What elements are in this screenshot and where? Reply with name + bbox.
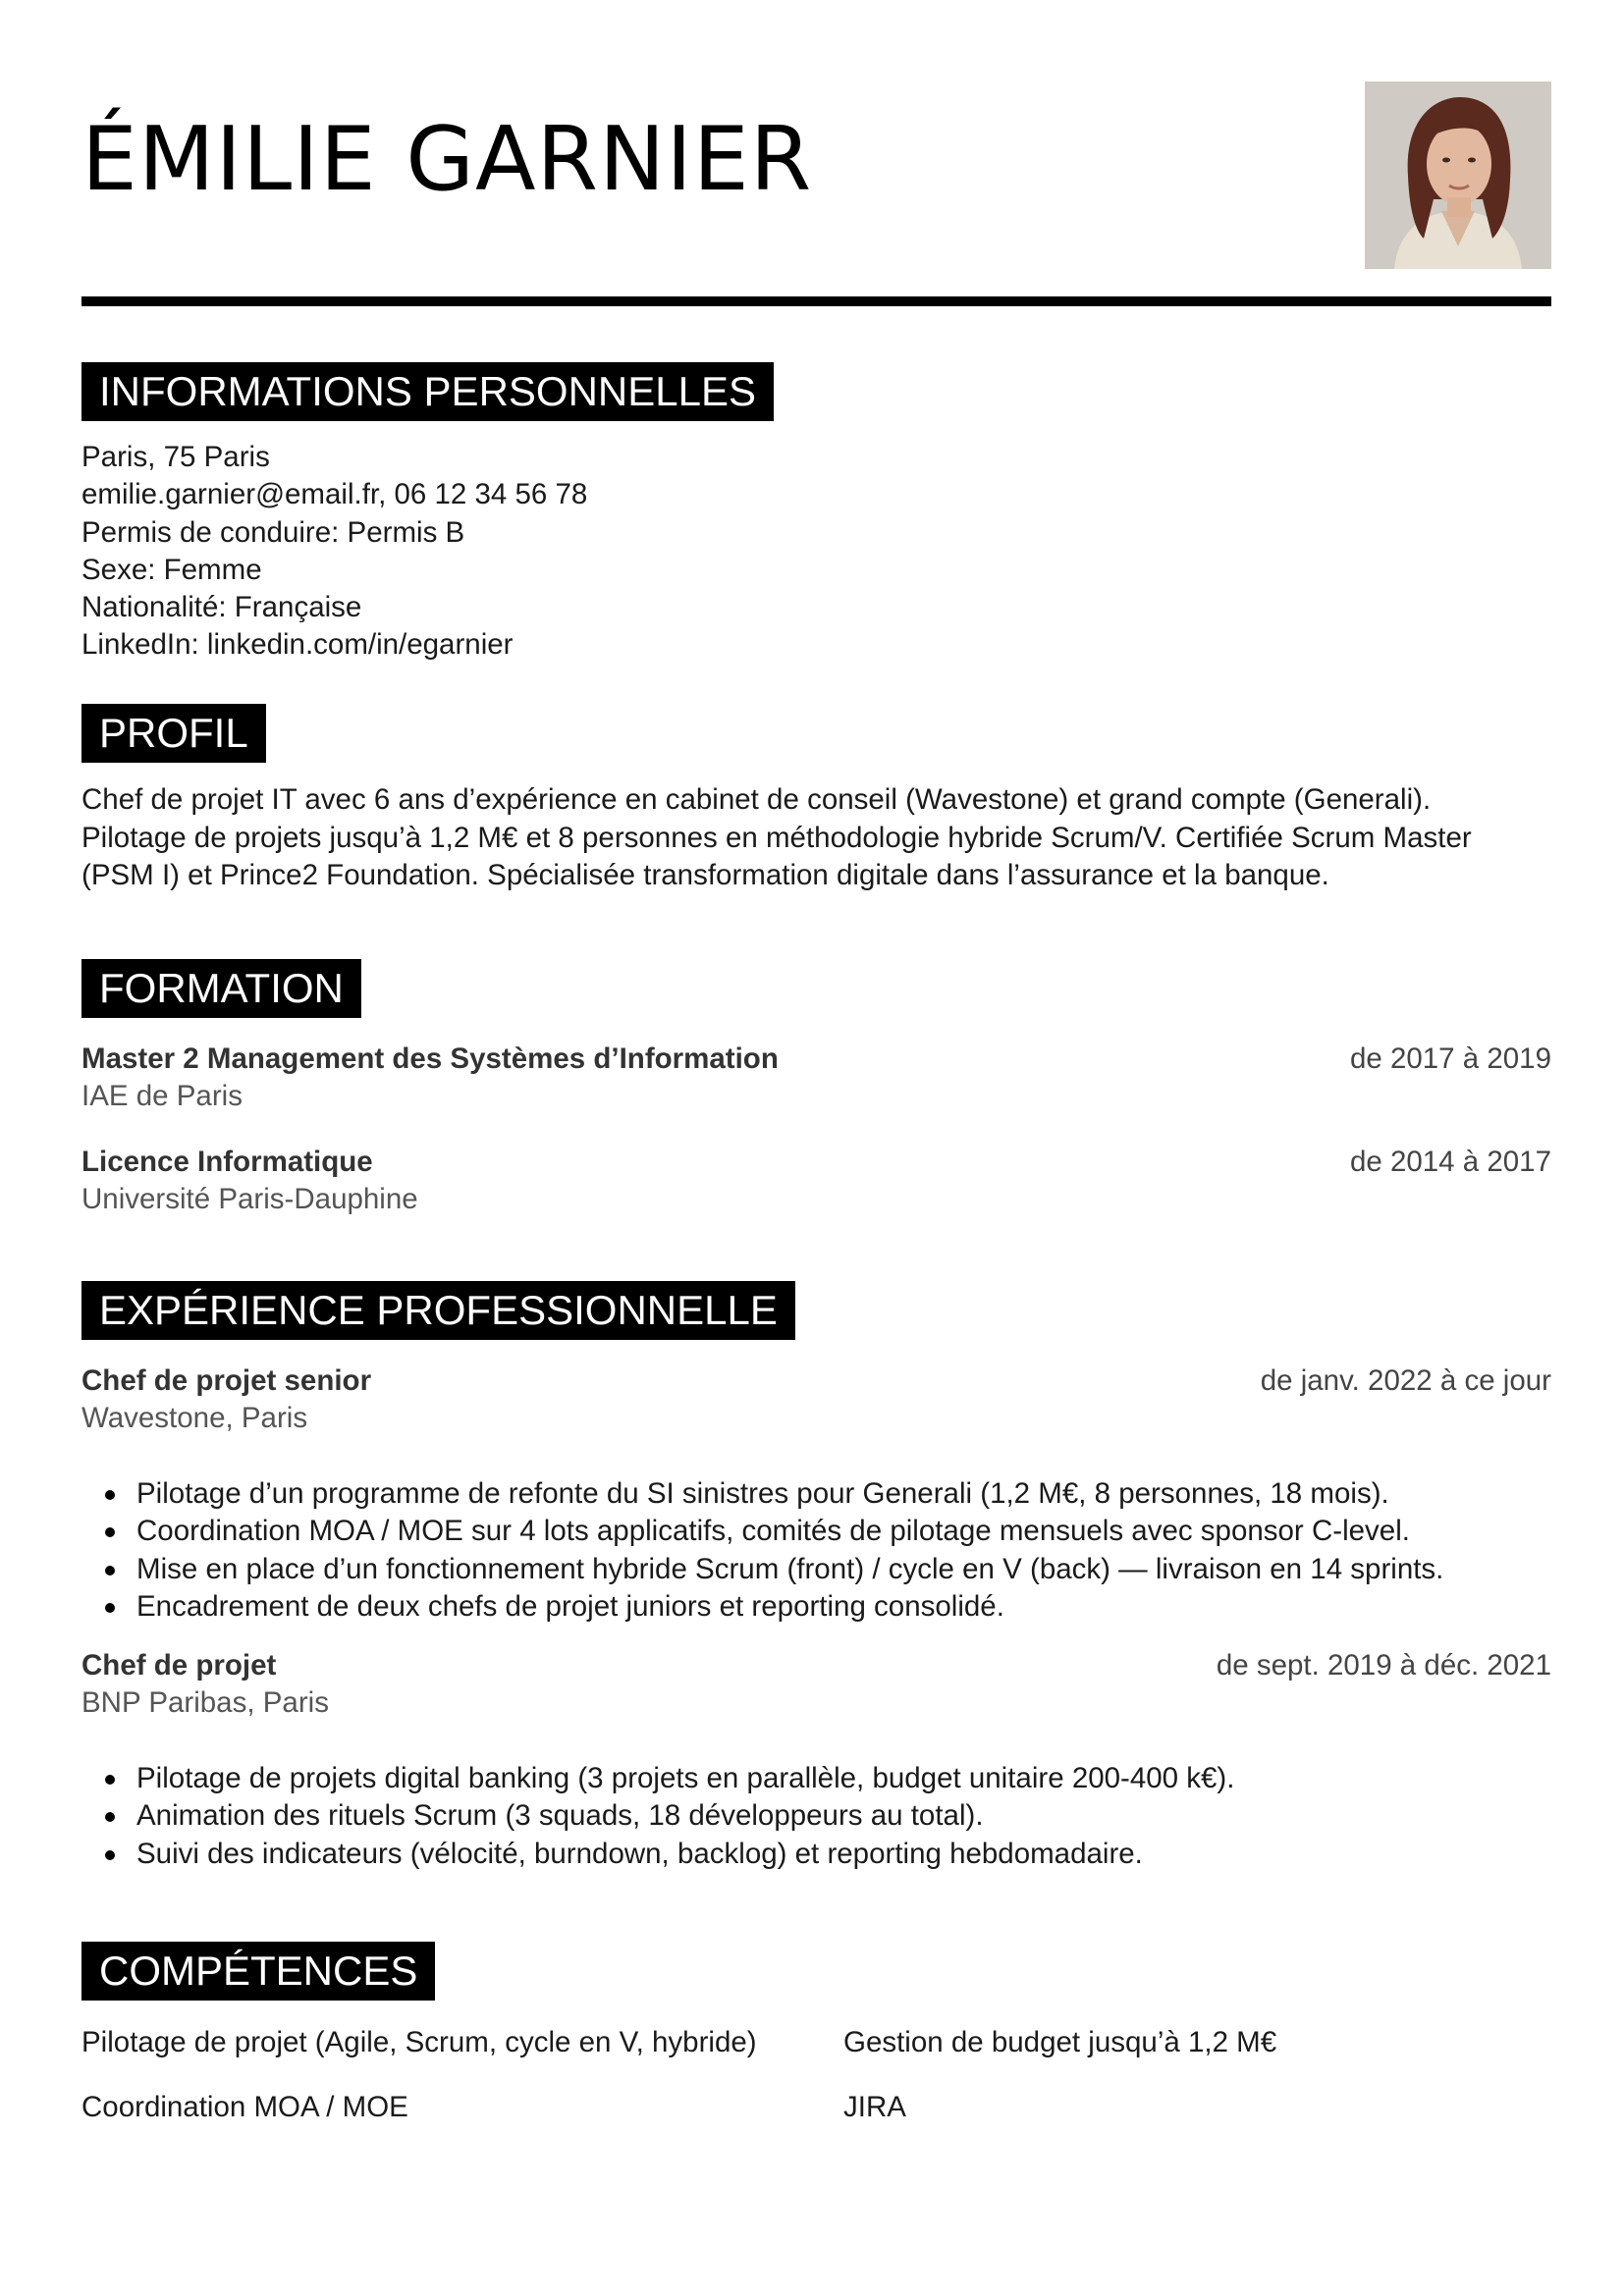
bullet-icon [105,1603,115,1613]
profile-line: (PSM I) et Prince2 Foundation. Spécialisée transformation digitale dans l’assurance et la banque. [81,859,1329,892]
list-item [81,1760,1551,1797]
bullet-text: Coordination MOA / MOE sur 4 lots applicatifs, comités de pilotage mensuels avec sponsor C-level. [136,1515,1410,1548]
section-title-profile: PROFIL [81,704,266,763]
company-name: BNP Paribas, Paris [81,1686,329,1720]
profile-section [81,704,1551,895]
section-title-skills: COMPÉTENCES [81,1942,435,2001]
bullet-icon [105,1527,115,1537]
portrait-image [1365,81,1551,269]
list-item [81,1797,1551,1835]
bullet-text: Suivi des indicateurs (vélocité, burndown, backlog) et reporting hebdomadaire. [136,1837,1143,1870]
skill-item: Gestion de budget jusqu’à 1,2 M€ [843,2026,1277,2058]
job-title: Chef de projet [81,1649,277,1682]
degree-title: Master 2 Management des Systèmes d’Information [81,1042,779,1075]
bullet-text: Pilotage de projets digital banking (3 projets en parallèle, budget unitaire 200-400 k€). [136,1762,1235,1795]
section-title-experience: EXPÉRIENCE PROFESSIONNELLE [81,1281,795,1340]
job-title: Chef de projet senior [81,1364,372,1397]
bullet-icon [105,1850,115,1860]
job-dates: de sept. 2019 à déc. 2021 [1216,1649,1551,1682]
info-linkedin: LinkedIn: linkedin.com/in/egarnier [81,628,514,662]
list-item [81,1588,1551,1626]
bullet-text: Animation des rituels Scrum (3 squads, 18 développeurs au total). [136,1799,984,1833]
profile-photo [1365,81,1551,269]
education-dates: de 2017 à 2019 [1349,1042,1551,1075]
education-entry-head [81,1041,1551,1078]
resume-header [81,0,1551,304]
bullet-icon [105,1490,115,1500]
company-name: Wavestone, Paris [81,1402,308,1434]
personal-info-list [81,439,1551,665]
education-entry [81,1041,1551,1115]
job-dates: de janv. 2022 à ce jour [1260,1364,1551,1397]
profile-summary [81,781,1551,895]
experience-entry [81,1362,1551,1626]
skills-section [81,1942,1551,2126]
info-sex: Sexe: Femme [81,553,262,586]
education-section [81,959,1551,1218]
education-entry-head [81,1144,1551,1181]
experience-entry [81,1647,1551,1873]
bullet-text: Pilotage d’un programme de refonte du SI sinistres pour Generali (1,2 M€, 8 personnes, 18 mois). [136,1477,1389,1510]
profile-line: Pilotage de projets jusqu’à 1,2 M€ et 8 personnes en méthodologie hybride Scrum/V. Certifiée Scrum Master [81,821,1472,854]
job-bullets [81,1760,1551,1873]
list-item [81,1475,1551,1513]
bullet-icon [105,1812,115,1822]
info-nationality: Nationalité: Française [81,591,362,624]
list-item [81,1551,1551,1588]
education-entry [81,1144,1551,1218]
bullet-text: Encadrement de deux chefs de projet juniors et reporting consolidé. [136,1589,1004,1623]
education-dates: de 2014 à 2017 [1349,1146,1551,1178]
skills-grid [81,2024,1551,2126]
info-address: Paris, 75 Paris [81,441,270,473]
info-contact: emilie.garnier@email.fr, 06 12 34 56 78 [81,478,588,511]
personal-info-section [81,362,1551,665]
skill-item: Pilotage de projet (Agile, Scrum, cycle en V, hybride) [81,2026,757,2058]
candidate-name: ÉMILIE GARNIER [81,108,813,211]
experience-section [81,1281,1551,1873]
bullet-icon [105,1566,115,1575]
job-bullets [81,1475,1551,1626]
experience-entry-head [81,1647,1551,1684]
school-name: Université Paris-Dauphine [81,1183,418,1215]
bullet-icon [105,1775,115,1785]
info-license: Permis de conduire: Permis B [81,515,465,549]
skill-item: Coordination MOA / MOE [81,2091,408,2123]
profile-line: Chef de projet IT avec 6 ans d’expérience en cabinet de conseil (Wavestone) et grand compte (Generali). [81,783,1432,816]
school-name: IAE de Paris [81,1080,243,1112]
list-item [81,1513,1551,1550]
experience-entry-head [81,1362,1551,1400]
section-title-personal: INFORMATIONS PERSONNELLES [81,362,774,421]
section-title-education: FORMATION [81,959,361,1018]
list-item [81,1836,1551,1873]
header-divider [81,296,1551,306]
degree-title: Licence Informatique [81,1146,373,1178]
skill-item: JIRA [843,2091,906,2123]
resume-page [81,0,1551,2123]
bullet-text: Mise en place d’un fonctionnement hybride Scrum (front) / cycle en V (back) — livraison en 14 sprints. [136,1552,1444,1585]
